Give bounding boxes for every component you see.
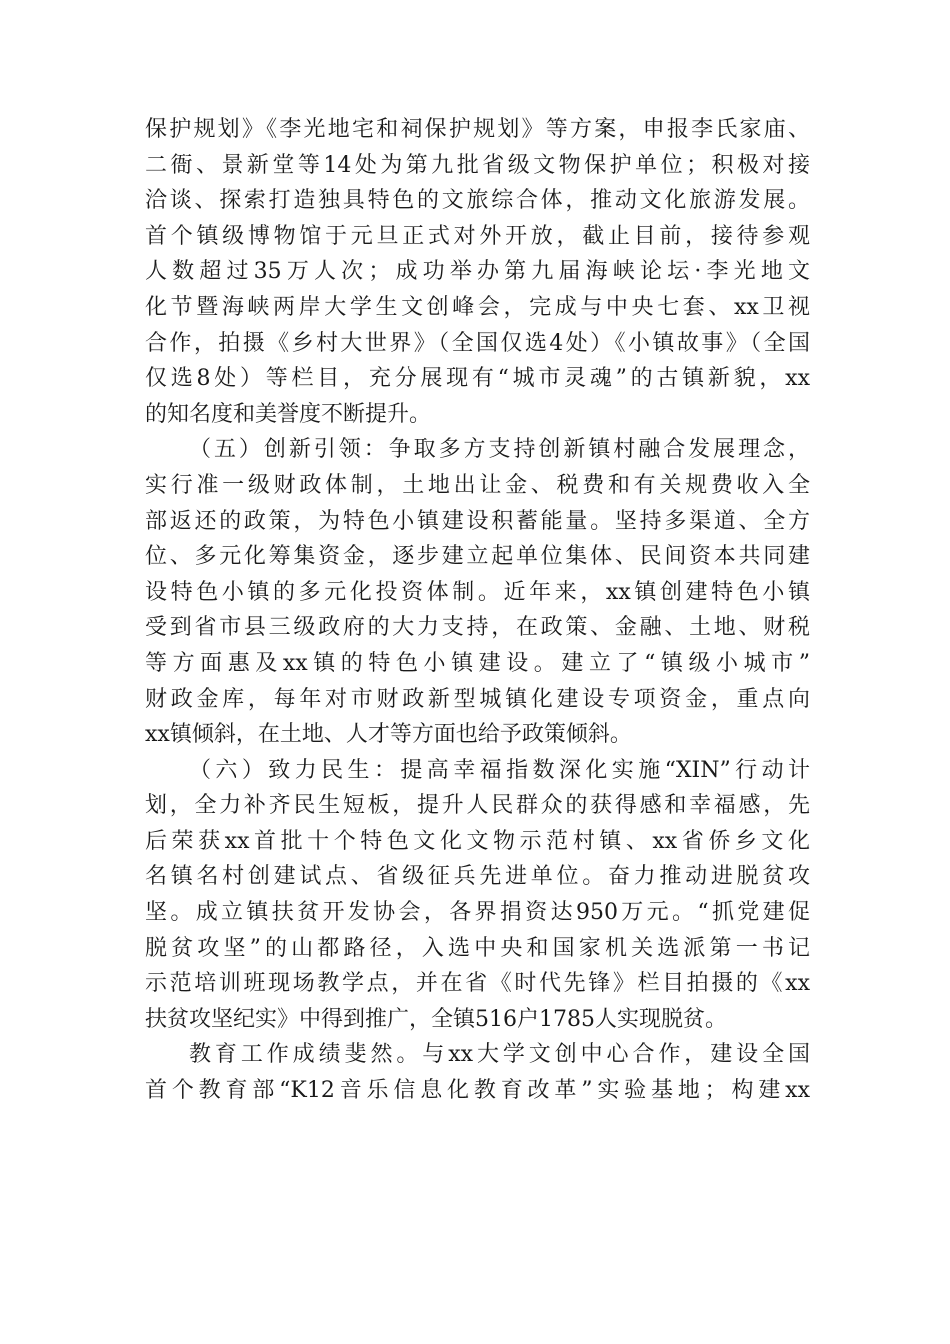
text-line: 教育工作成绩斐然。与xx大学文创中心合作，建设全国 — [189, 1042, 810, 1068]
text-line: 首个镇级博物馆于元旦正式对外开放，截止目前，接待参观 — [145, 223, 810, 249]
text-line: 的知名度和美誉度不断提升。 — [145, 401, 432, 427]
text-line: 洽谈、探索打造独具特色的文旅综合体，推动文化旅游发展。 — [145, 188, 810, 214]
text-line: 位、多元化筹集资金，逐步建立起单位集体、民间资本共同建 — [145, 544, 810, 570]
text-line: 二衙、景新堂等14处为第九批省级文物保护单位；积极对接 — [145, 152, 810, 178]
text-line: 实行准一级财政体制，土地出让金、税费和有关规费收入全 — [145, 472, 810, 498]
paragraph-p1 — [145, 112, 810, 432]
text-line: 后荣获xx首批十个特色文化文物示范村镇、xx省侨乡文化 — [145, 828, 810, 854]
document-body — [145, 112, 810, 1109]
text-line: （五）创新引领：争取多方支持创新镇村融合发展理念， — [189, 437, 810, 463]
text-line: 仅选8处）等栏目，充分展现有“城市灵魂”的古镇新貌，xx — [145, 366, 810, 392]
text-line: 部返还的政策，为特色小镇建设积蓄能量。坚持多渠道、全方 — [145, 508, 810, 534]
paragraph-p3 — [145, 753, 810, 1038]
text-line: 划，全力补齐民生短板，提升人民群众的获得感和幸福感，先 — [145, 793, 810, 819]
text-line: 首个教育部“K12音乐信息化教育改革”实验基地；构建xx — [145, 1078, 810, 1104]
text-line: 化节暨海峡两岸大学生文创峰会，完成与中央七套、xx卫视 — [145, 294, 810, 320]
text-line: 等方面惠及xx镇的特色小镇建设。建立了“镇级小城市” — [145, 650, 810, 676]
paragraph-p4 — [145, 1037, 810, 1108]
text-line: 示范培训班现场教学点，并在省《时代先锋》栏目拍摄的《xx — [145, 971, 810, 997]
paragraph-p2 — [145, 432, 810, 752]
text-line: 合作，拍摄《乡村大世界》（全国仅选4处）《小镇故事》（全国 — [145, 330, 810, 356]
text-line: 名镇名村创建试点、省级征兵先进单位。奋力推动进脱贫攻 — [145, 864, 810, 890]
text-line: 扶贫攻坚纪实》中得到推广，全镇516户1785人实现脱贫。 — [145, 1006, 727, 1032]
text-line: xx镇倾斜，在土地、人才等方面也给予政策倾斜。 — [145, 722, 632, 748]
text-line: 财政金库，每年对市财政新型城镇化建设专项资金，重点向 — [145, 686, 810, 712]
text-line: 脱贫攻坚”的山都路径，入选中央和国家机关选派第一书记 — [145, 935, 810, 961]
text-line: 人数超过35万人次；成功举办第九届海峡论坛·李光地文 — [145, 259, 810, 285]
text-line: 受到省市县三级政府的大力支持，在政策、金融、土地、财税 — [145, 615, 810, 641]
text-line: 保护规划》《李光地宅和祠保护规划》等方案，申报李氏家庙、 — [145, 117, 810, 142]
text-line: （六）致力民生：提高幸福指数深化实施“XIN”行动计 — [189, 757, 810, 783]
text-line: 设特色小镇的多元化投资体制。近年来，xx镇创建特色小镇 — [145, 579, 810, 605]
text-line: 坚。成立镇扶贫开发协会，各界捐资达950万元。“抓党建促 — [145, 900, 810, 926]
